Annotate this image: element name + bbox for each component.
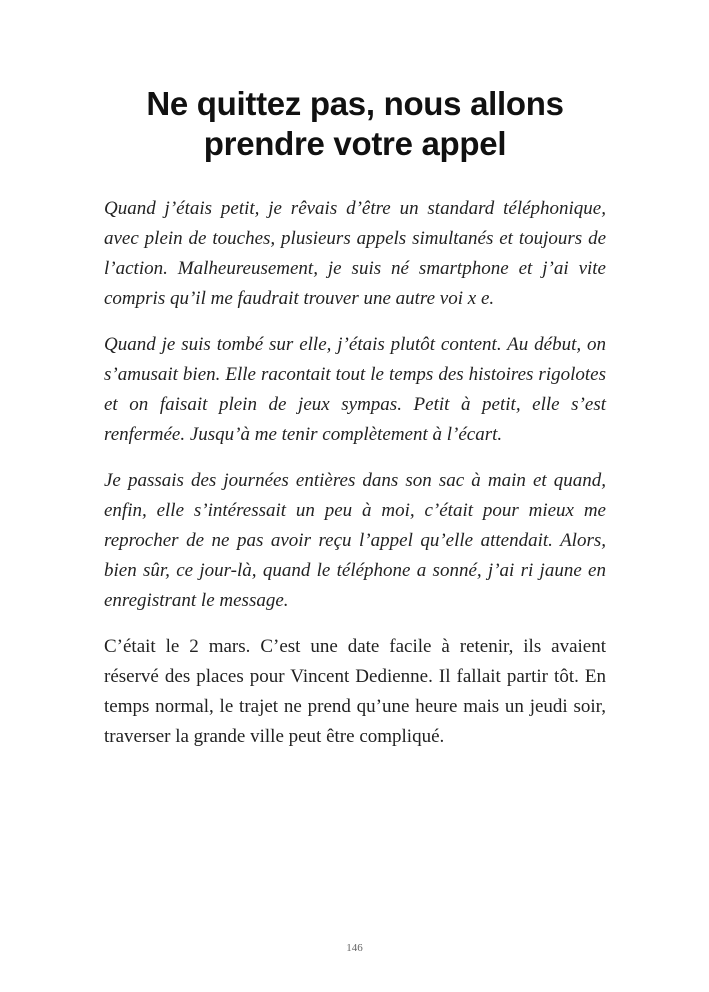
paragraph-3: Je passais des journées entières dans son sac à main et quand, enfin, elle s’intéressait un peu à moi, c’était pour mieux me reprocher de ne pas avoir reçu l’appel qu’elle attendait. Alors, bien sûr, ce jour-là, quand le téléphone a sonné, j’ai ri jaune en enregistrant le message. [104,470,606,611]
page-title-line-2: prendre votre appel [203,125,507,162]
page-title [104,84,606,164]
page-number: 146 [346,942,363,954]
page-title-line-1: Ne quittez pas, nous allons [146,85,564,122]
paragraph-2: Quand je suis tombé sur elle, j’étais plutôt content. Au début, on s’amusait bien. Elle racontait tout le temps des histoires rigolotes et on faisait plein de jeux sympas. Petit à petit, elle s’est renfermée. Jusqu’à me tenir complètement à l’écart. [104,334,606,445]
body-text [104,194,606,768]
paragraph-1: Quand j’étais petit, je rêvais d’être un standard téléphonique, avec plein de touches, plusieurs appels simultanés et toujours de l’action. Malheureusement, je suis né smartphone et j’ai vite compris qu’il me faudrait trouver une autre voi x e. [104,198,606,309]
paragraph-4: C’était le 2 mars. C’est une date facile à retenir, ils avaient réservé des places pour Vincent Dedienne. Il fallait partir tôt. En temps normal, le trajet ne prend qu’une heure mais un jeudi soir, traverser la grande ville peut être compliqué. [104,636,606,747]
